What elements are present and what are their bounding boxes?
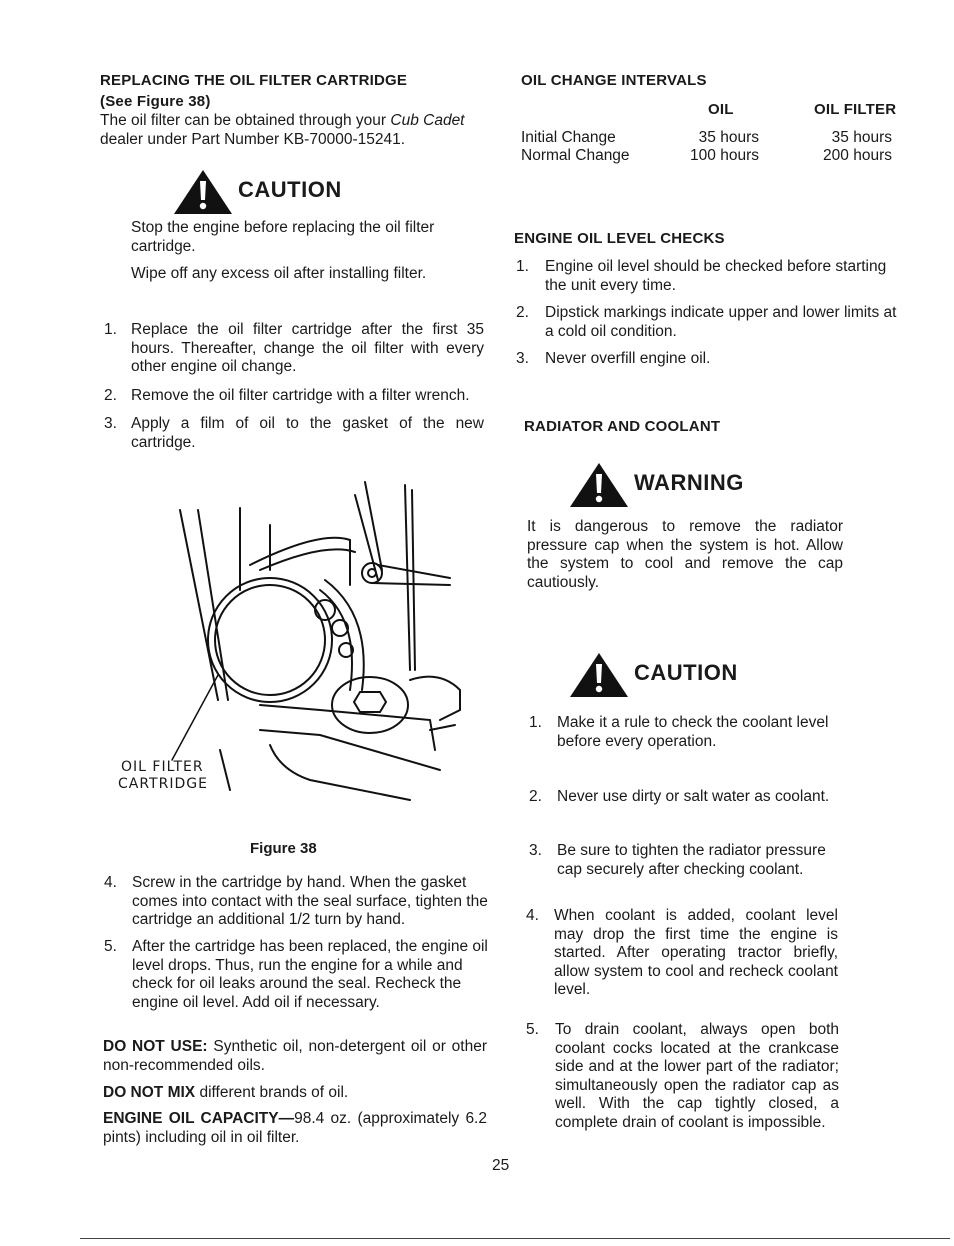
oil-capacity-label: ENGINE OIL CAPACITY— bbox=[103, 1110, 295, 1127]
page-number: 25 bbox=[492, 1157, 510, 1174]
intervals-col-filter: OIL FILTER bbox=[814, 101, 897, 118]
list-item-text: Remove the oil filter cartridge with a filter wrench. bbox=[131, 387, 470, 404]
oil-capacity-text: 98.4 oz. (approximately 6.2 pints) including oil in oil filter. bbox=[103, 1110, 487, 1146]
list-item-text: Never overfill engine oil. bbox=[545, 350, 711, 367]
list-item-number: 4. bbox=[104, 874, 117, 891]
do-not-mix-text: different brands of oil. bbox=[199, 1084, 349, 1101]
caution-text-2: Wipe off any excess oil after installing filter. bbox=[131, 265, 427, 282]
list-item-text: Dipstick markings indicate upper and lower limits at a cold oil condition. bbox=[545, 304, 897, 340]
do-not-use-text: Synthetic oil, non-detergent oil or other non-recommended oils. bbox=[103, 1038, 487, 1074]
list-item-text: Make it a rule to check the coolant level before every operation. bbox=[557, 714, 829, 750]
list-item-number: 4. bbox=[526, 907, 539, 924]
intervals-row-filter: 35 hours bbox=[831, 129, 892, 146]
list-item-text: Be sure to tighten the radiator pressure cap securely after checking coolant. bbox=[557, 842, 826, 878]
level-checks-heading: ENGINE OIL LEVEL CHECKS bbox=[514, 230, 725, 247]
oil-capacity-note bbox=[103, 1110, 487, 1147]
do-not-mix-note bbox=[103, 1084, 487, 1103]
intervals-row-label: Initial Change bbox=[521, 129, 616, 146]
caution-text-1: Stop the engine before replacing the oil filter cartridge. bbox=[131, 219, 435, 255]
list-item-number: 2. bbox=[529, 788, 542, 805]
figure-callout-label bbox=[118, 759, 208, 793]
warning-triangle-icon bbox=[568, 461, 630, 509]
list-item-number: 3. bbox=[104, 415, 117, 432]
list-item-text: When coolant is added, coolant level may drop the first time the engine is started. After operating tractor briefly, allow system to cool and recheck coolant level. bbox=[554, 907, 838, 998]
intervals-row-filter: 200 hours bbox=[823, 147, 892, 164]
list-item-text: Apply a film of oil to the gasket of the new cartridge. bbox=[131, 415, 484, 451]
list-item-number: 1. bbox=[104, 321, 117, 338]
figure-caption: Figure 38 bbox=[250, 840, 317, 857]
intervals-row-oil: 100 hours bbox=[690, 147, 759, 164]
list-item-number: 2. bbox=[516, 304, 529, 321]
do-not-mix-label: DO NOT MIX bbox=[103, 1084, 196, 1101]
list-item-number: 3. bbox=[529, 842, 542, 859]
caution-word-2: CAUTION bbox=[634, 660, 738, 685]
list-item-number: 3. bbox=[516, 350, 529, 367]
caution-alert-2 bbox=[568, 651, 738, 699]
list-item-number: 5. bbox=[526, 1021, 539, 1038]
warning-word: WARNING bbox=[634, 470, 744, 495]
intro-text-before: The oil filter can be obtained through your bbox=[100, 112, 391, 129]
intervals-row-oil: 35 hours bbox=[698, 129, 759, 146]
intervals-row-label: Normal Change bbox=[521, 147, 630, 164]
figure-label-line1: OIL FILTER bbox=[121, 759, 204, 775]
list-item-text: Engine oil level should be checked before starting the unit every time. bbox=[545, 258, 887, 294]
warning-text: It is dangerous to remove the radiator pressure cap when the system is hot. Allow the system to cool and remove the cap cautiously. bbox=[527, 518, 843, 591]
list-item-text: To drain coolant, always open both coolant cocks located at the crankcase side and at the lower part of the radiator; simultaneously open the radiator cap as well. With the cap tightly closed, a complete drain of coolant is impossible. bbox=[555, 1021, 839, 1131]
oil-filter-heading: REPLACING THE OIL FILTER CARTRIDGE bbox=[100, 72, 408, 89]
oil-filter-intro bbox=[100, 112, 490, 149]
list-item-number: 5. bbox=[104, 938, 117, 955]
figure-label-line2: CARTRIDGE bbox=[118, 776, 208, 792]
intro-brand: Cub Cadet bbox=[390, 112, 465, 129]
do-not-use-note bbox=[103, 1038, 487, 1075]
list-item-text: Screw in the cartridge by hand. When the gasket comes into contact with the seal surface, tighten the cartridge an additional 1/2 turn by hand. bbox=[132, 874, 488, 928]
list-item-number: 1. bbox=[529, 714, 542, 731]
intervals-col-oil: OIL bbox=[708, 101, 734, 118]
list-item-text: After the cartridge has been replaced, the engine oil level drops. Thus, run the engine for a while and check for oil leaks around the seal. Recheck the engine oil level. Add oil if necessary. bbox=[132, 938, 488, 1011]
intro-text-after: dealer under Part Number KB-70000-15241. bbox=[100, 130, 406, 148]
list-item-text: Never use dirty or salt water as coolant. bbox=[557, 788, 830, 805]
warning-alert bbox=[568, 461, 744, 509]
do-not-use-label: DO NOT USE: bbox=[103, 1038, 208, 1055]
caution-triangle-icon bbox=[172, 168, 234, 216]
caution-word-1: CAUTION bbox=[238, 177, 342, 202]
intervals-heading: OIL CHANGE INTERVALS bbox=[521, 72, 707, 89]
oil-filter-subheading: (See Figure 38) bbox=[100, 93, 211, 110]
radiator-heading: RADIATOR AND COOLANT bbox=[524, 418, 721, 435]
caution-triangle-icon bbox=[568, 651, 630, 699]
list-item-text: Replace the oil filter cartridge after the first 35 hours. Thereafter, change the oil filter with every other engine oil change. bbox=[131, 321, 484, 375]
list-item-number: 1. bbox=[516, 258, 529, 275]
caution-alert-1 bbox=[172, 168, 342, 216]
list-item-number: 2. bbox=[104, 387, 117, 404]
bottom-rule bbox=[80, 1238, 950, 1239]
